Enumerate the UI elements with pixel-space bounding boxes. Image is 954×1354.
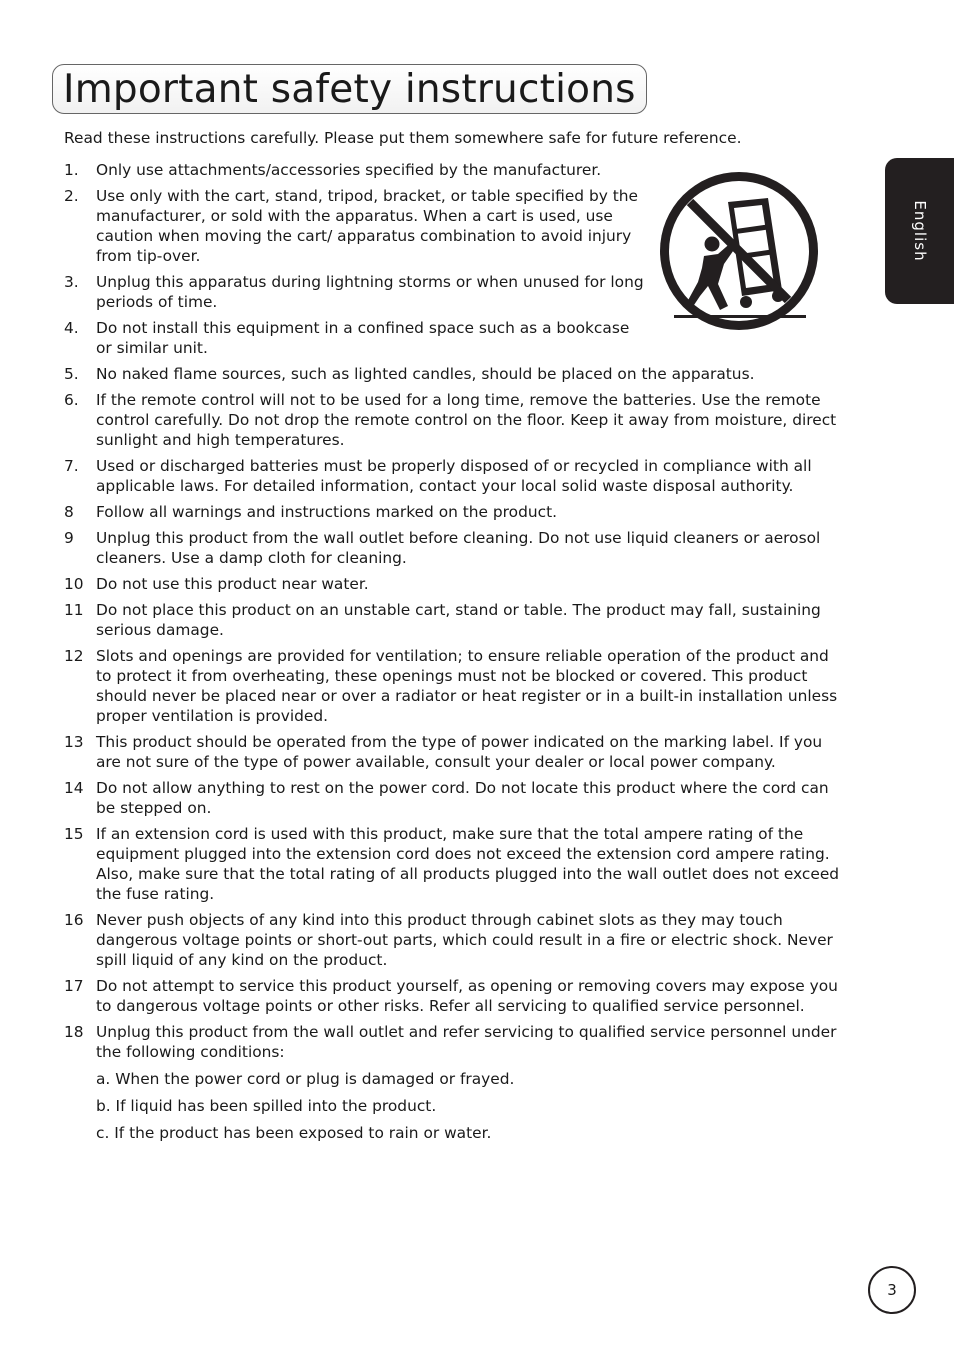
item-number: 15 [64,825,84,843]
item-number: 12 [64,647,84,665]
language-tab-label: English [910,200,929,262]
sub-item: c. If the product has been exposed to rain or water. [96,1124,492,1142]
item-text: If an extension cord is used with this product, make sure that the total ampere rating of the equipment plugged into the extension cord does not exceed the extension cord ampere rating. Also, make sure that the total rating of all products plugged into the wall outlet does not exceed the fuse rating. [96,825,840,903]
list-item [64,186,844,266]
page-title-box [52,64,647,114]
page-title: Important safety instructions [63,66,636,112]
item-text: Only use attachments/accessories specified by the manufacturer. [96,161,602,179]
item-number: 2. [64,187,79,205]
item-text: Follow all warnings and instructions marked on the product. [96,503,557,521]
item-number: 18 [64,1023,84,1041]
item-number: 8 [64,503,74,521]
item-number: 5. [64,365,79,383]
item-number: 13 [64,733,84,751]
item-text: If the remote control will not to be used for a long time, remove the batteries. Use the remote control carefully. Do not drop the remote control on the floor. Keep it away from moisture, direct sunlight and high temperatures. [96,391,837,449]
item-number: 4. [64,319,79,337]
item-number: 11 [64,601,84,619]
list-item [64,1022,844,1143]
item-text: Do not install this equipment in a confined space such as a bookcase or similar unit. [96,319,630,357]
item-text: No naked flame sources, such as lighted candles, should be placed on the apparatus. [96,365,755,383]
list-item [64,272,844,312]
list-item [64,318,844,358]
item-number: 3. [64,273,79,291]
list-item [64,646,844,726]
list-item [64,732,844,772]
list-item [64,502,844,522]
item-text: Unplug this product from the wall outlet and refer servicing to qualified service personnel under the following conditions: [96,1023,837,1061]
item-text: Do not place this product on an unstable cart, stand or table. The product may fall, sustaining serious damage. [96,601,821,639]
item-text: Unplug this product from the wall outlet before cleaning. Do not use liquid cleaners or aerosol cleaners. Use a damp cloth for cleaning. [96,529,821,567]
list-item [64,778,844,818]
item-text: Use only with the cart, stand, tripod, bracket, or table specified by the manufacturer, or sold with the apparatus. When a cart is used, use caution when moving the cart/ apparatus combination to avoid injury from tip-over. [96,187,638,265]
list-item [64,160,844,180]
intro-text: Read these instructions carefully. Please put them somewhere safe for future reference. [64,129,742,147]
item-number: 6. [64,391,79,409]
item-number: 10 [64,575,84,593]
item-text: This product should be operated from the type of power indicated on the marking label. If you are not sure of the type of power available, consult your dealer or local power company. [96,733,823,771]
item-text: Do not allow anything to rest on the power cord. Do not locate this product where the cord can be stepped on. [96,779,829,817]
item-number: 9 [64,529,74,547]
list-item [64,574,844,594]
item-number: 16 [64,911,84,929]
item-number: 7. [64,457,79,475]
list-item [64,824,844,904]
language-tab [885,158,954,304]
sub-item: b. If liquid has been spilled into the product. [96,1097,437,1115]
sub-item: a. When the power cord or plug is damaged or frayed. [96,1070,515,1088]
item-number: 17 [64,977,84,995]
item-text: Used or discharged batteries must be properly disposed of or recycled in compliance with all applicable laws. For detailed information, contact your local solid waste disposal authority. [96,457,812,495]
page-number: 3 [868,1266,916,1314]
item-text: Do not attempt to service this product yourself, as opening or removing covers may expose you to dangerous voltage points or other risks. Refer all servicing to qualified service personnel. [96,977,838,1015]
item-number: 14 [64,779,84,797]
list-item [64,364,844,384]
list-item [64,390,844,450]
list-item [64,976,844,1016]
safety-instructions-list [64,160,844,1149]
item-text: Unplug this apparatus during lightning storms or when unused for long periods of time. [96,273,644,311]
list-item [64,600,844,640]
list-item [64,528,844,568]
list-item [64,456,844,496]
item-text: Slots and openings are provided for ventilation; to ensure reliable operation of the product and to protect it from overheating, these openings must not be blocked or covered. This product should never be placed near or over a radiator or heat register or in a built-in installation unless proper ventilation is provided. [96,647,838,725]
item-text: Do not use this product near water. [96,575,369,593]
item-number: 1. [64,161,79,179]
list-item [64,910,844,970]
item-text: Never push objects of any kind into this product through cabinet slots as they may touch dangerous voltage points or short-out parts, which could result in a fire or electric shock. Never spill liquid of any kind on the product. [96,911,833,969]
item-body [96,1022,844,1143]
